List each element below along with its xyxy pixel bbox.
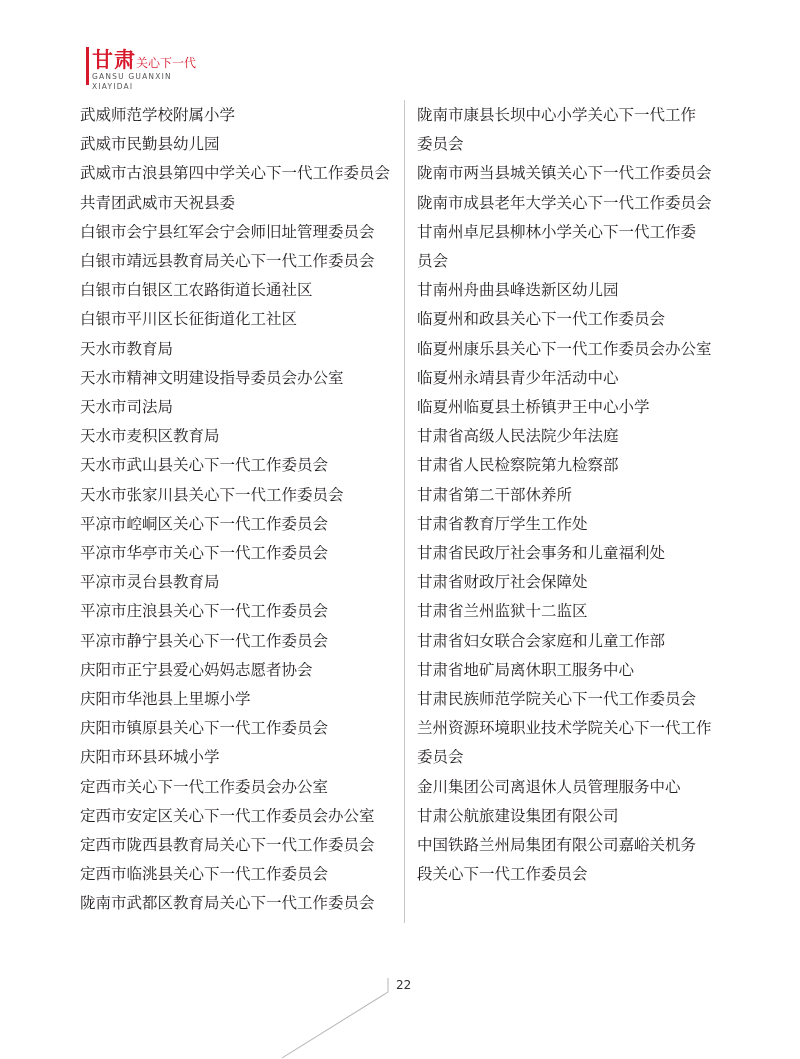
- list-item: 甘肃省高级人民法院少年法庭: [417, 427, 619, 446]
- list-item: 甘肃省财政厅社会保障处: [417, 573, 588, 592]
- list-item: 天水市精神文明建设指导委员会办公室: [80, 368, 344, 387]
- list-item: 天水市麦积区教育局: [80, 427, 220, 446]
- list-item: 定西市关心下一代工作委员会办公室: [80, 777, 329, 796]
- list-item: 中国铁路兰州局集团有限公司嘉峪关机务: [417, 836, 697, 855]
- list-item: 庆阳市镇原县关心下一代工作委员会: [80, 719, 329, 738]
- list-item: 庆阳市环县环城小学: [80, 748, 220, 767]
- list-item: 陇南市成县老年大学关心下一代工作委员会: [417, 193, 712, 212]
- list-item: 天水市武山县关心下一代工作委员会: [80, 456, 329, 475]
- list-item: 陇南市两当县城关镇关心下一代工作委员会: [417, 164, 712, 183]
- list-item: 天水市教育局: [80, 339, 174, 358]
- list-item: 武威市民勤县幼儿园: [80, 135, 220, 154]
- decorative-diagonal-line: [282, 992, 388, 1058]
- list-item: 甘肃公航旅建设集团有限公司: [417, 806, 619, 825]
- list-item: 白银市平川区长征街道化工社区: [80, 310, 298, 329]
- list-item: 共青团武威市天祝县委: [80, 193, 236, 212]
- list-item: 天水市张家川县关心下一代工作委员会: [80, 485, 344, 504]
- logo-title: 甘肃关心下一代: [92, 47, 197, 72]
- list-item: 甘肃省教育厅学生工作处: [417, 514, 588, 533]
- list-item: 定西市安定区关心下一代工作委员会办公室: [80, 806, 375, 825]
- list-item: 临夏州康乐县关心下一代工作委员会办公室: [417, 339, 712, 358]
- list-item: 甘肃省人民检察院第九检察部: [417, 456, 619, 475]
- list-item: 甘南州舟曲县峰迭新区幼儿园: [417, 281, 619, 300]
- list-item: 平凉市崆峒区关心下一代工作委员会: [80, 514, 329, 533]
- list-item: 段关心下一代工作委员会: [417, 865, 588, 884]
- logo-english-line-2: XIAYIDAI: [92, 82, 134, 91]
- list-item: 武威师范学校附属小学: [80, 106, 236, 124]
- list-item: 庆阳市华池县上里塬小学: [80, 690, 251, 709]
- list-item: 白银市会宁县红军会宁会师旧址管理委员会: [80, 222, 375, 241]
- list-item: 临夏州永靖县青少年活动中心: [417, 368, 619, 387]
- logo-english-line-1: GANSU GUANXIN: [92, 72, 172, 81]
- list-item: 甘肃民族师范学院关心下一代工作委员会: [417, 690, 697, 709]
- list-item: 天水市司法局: [80, 398, 174, 417]
- list-item: 员会: [417, 252, 449, 271]
- list-item: 甘肃省兰州监狱十二监区: [417, 602, 588, 621]
- list-item: 陇南市康县长坝中心小学关心下一代工作: [417, 106, 697, 124]
- list-item: 委员会: [417, 135, 464, 154]
- list-item: 定西市临洮县关心下一代工作委员会: [80, 865, 329, 884]
- list-item: 甘肃省民政厅社会事务和儿童福利处: [417, 544, 666, 563]
- list-item: 临夏州临夏县土桥镇尹王中心小学: [417, 398, 650, 417]
- list-item: 陇南市武都区教育局关心下一代工作委员会: [80, 894, 375, 913]
- list-item: 甘南州卓尼县柳林小学关心下一代工作委: [417, 222, 697, 241]
- list-item: 定西市陇西县教育局关心下一代工作委员会: [80, 836, 375, 855]
- list-item: 白银市白银区工农路街道长通社区: [80, 281, 313, 300]
- list-item: 平凉市灵台县教育局: [80, 573, 220, 592]
- page-number: 22: [396, 978, 412, 992]
- list-item: 委员会: [417, 748, 464, 767]
- list-item: 白银市靖远县教育局关心下一代工作委员会: [80, 252, 375, 271]
- list-item: 金川集团公司离退休人员管理服务中心: [417, 777, 681, 796]
- list-item: 甘肃省地矿局离休职工服务中心: [417, 660, 635, 679]
- list-item: 平凉市华亭市关心下一代工作委员会: [80, 544, 329, 563]
- list-item: 临夏州和政县关心下一代工作委员会: [417, 310, 666, 329]
- list-item: 平凉市静宁县关心下一代工作委员会: [80, 631, 329, 650]
- list-item: 庆阳市正宁县爱心妈妈志愿者协会: [80, 660, 313, 679]
- list-item: 甘肃省第二干部休养所: [417, 485, 573, 504]
- list-item: 兰州资源环境职业技术学院关心下一代工作: [417, 719, 712, 738]
- list-item: 武威市古浪县第四中学关心下一代工作委员会: [80, 164, 391, 183]
- list-item: 平凉市庄浪县关心下一代工作委员会: [80, 602, 329, 621]
- list-item: 甘肃省妇女联合会家庭和儿童工作部: [417, 631, 666, 650]
